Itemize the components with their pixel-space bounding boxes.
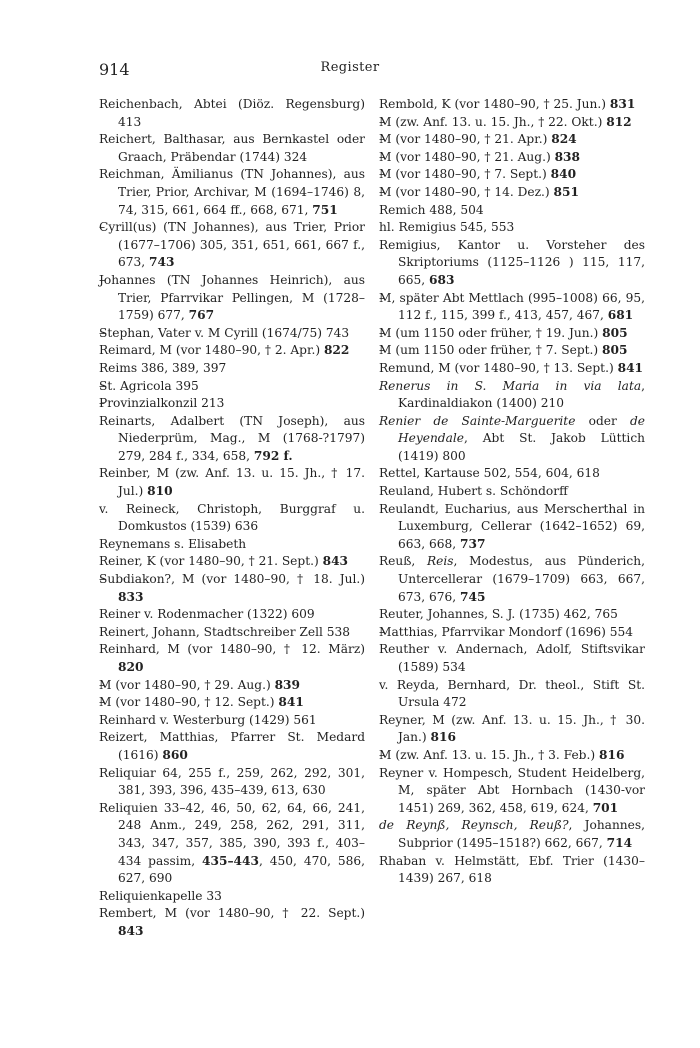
- index-entry: Reynemans s. Elisabeth: [99, 536, 247, 551]
- index-entry: Reuland, Hubert s. Schöndorff: [379, 484, 568, 499]
- index-entry: Reinhard v. Westerburg (1429) 561: [99, 712, 317, 727]
- index-subentry: – St. Agricola 395: [99, 378, 365, 396]
- index-subentry: – Matthias, Pfarrvikar Mondorf (1696) 554: [379, 624, 645, 642]
- index-entry: v. Reineck, Christoph, Burggraf u. Domkustos (1539) 636: [99, 501, 365, 534]
- index-entry: Renier de Sainte-Marguerite oder de Heyendale, Abt St. Jakob Lüttich (1419) 800: [379, 413, 645, 463]
- index-entry: Reuther v. Andernach, Adolf, Stiftsvikar (1589) 534: [379, 642, 645, 674]
- index-entry: Reulandt, Eucharius, aus Merscherthal in Luxemburg, Cellerar (1642–1652) 69, 663, 668, 737: [379, 501, 645, 551]
- index-subentry: – Cyrill(us) (TN Johannes), aus Trier, Prior (1677–1706) 305, 351, 651, 661, 667 f., 673, 743: [99, 219, 365, 272]
- index-entry: Rembold, K (vor 1480–90, † 25. Jun.) 831: [379, 97, 636, 111]
- index-entry: Reinarts, Adalbert (TN Joseph), aus Niederprüm, Mag., M (1768-?1797) 279, 284 f., 334, 658, 792 f.: [99, 413, 365, 463]
- index-entry: Reuß, Reis, Modestus, aus Pünderich, Untercellerar (1679–1709) 663, 667, 673, 676, 745: [379, 554, 645, 604]
- index-entry: Reichman, Ämilianus (TN Johannes), aus Trier, Prior, Archivar, M (1694–1746) 8, 74, 315, 661, 664 ff., 668, 671, 751: [99, 167, 365, 217]
- index-subentry: – M (vor 1480–90, † 14. Dez.) 851: [379, 184, 645, 202]
- index-entry: Rhaban v. Helmstätt, Ebf. Trier (1430–1439) 267, 618: [379, 853, 645, 886]
- index-subentry: – Johannes (TN Johannes Heinrich), aus Trier, Pfarrvikar Pellingen, M (1728–1759) 677, 767: [99, 272, 365, 325]
- index-entry: Reichenbach, Abtei (Diöz. Regensburg) 413: [99, 97, 365, 129]
- index-subentry: – M (zw. Anf. 13. u. 15. Jh., † 3. Feb.) 816: [379, 747, 645, 765]
- right-column: [379, 96, 645, 888]
- index-entry: Reinert, Johann, Stadtschreiber Zell 538: [99, 624, 351, 639]
- index-subentry: – M (um 1150 oder früher, † 19. Jun.) 805: [379, 325, 645, 343]
- index-entry: Reyner v. Hompesch, Student Heidelberg, M, später Abt Hornbach (1430-vor 1451) 269, 362, 458, 619, 624, 701: [379, 765, 645, 815]
- index-subentry: – Stephan, Vater v. M Cyrill (1674/75) 743: [99, 325, 365, 343]
- index-entry: Remigius, Kantor u. Vorsteher des Skriptoriums (1125–1126 ) 115, 117, 665, 683: [379, 237, 645, 287]
- index-subentry: – Subdiakon?, M (vor 1480–90, † 18. Jul.) 833: [99, 571, 365, 606]
- index-subentry: – M (vor 1480–90, † 12. Sept.) 841: [99, 694, 365, 712]
- index-entry: Reimard, M (vor 1480–90, † 2. Apr.) 822: [99, 343, 350, 358]
- index-entry: Renerus in S. Maria in via lata, Kardinaldiakon (1400) 210: [379, 378, 645, 411]
- index-entry: Remund, M (vor 1480–90, † 13. Sept.) 841: [379, 360, 644, 375]
- index-entry: v. Reyda, Bernhard, Dr. theol., Stift St. Ursula 472: [379, 677, 645, 710]
- index-entry: Reyner, M (zw. Anf. 13. u. 15. Jh., † 30. Jan.) 816: [379, 712, 645, 745]
- index-entry: de Reynß, Reynsch, Reuß?, Johannes, Subprior (1495–1518?) 662, 667, 714: [379, 818, 645, 850]
- index-subentry: – M (vor 1480–90, † 21. Apr.) 824: [379, 131, 645, 149]
- index-subentry: – M (zw. Anf. 13. u. 15. Jh., † 22. Okt.) 812: [379, 114, 645, 132]
- index-entry: Reliquien 33–42, 46, 50, 62, 64, 66, 241, 248 Anm., 249, 258, 262, 291, 311, 343, 347, 357, 385, 390, 393 f., 403–434 passim, 435–443, 450, 470, 586, 627, 690: [99, 800, 366, 886]
- index-entry: Reliquiar 64, 255 f., 259, 262, 292, 301, 381, 393, 396, 435–439, 613, 630: [99, 765, 365, 798]
- page-header: [0, 60, 700, 84]
- index-subentry: – M (vor 1480–90, † 21. Aug.) 838: [379, 149, 645, 167]
- index-entry: Reinhard, M (vor 1480–90, † 12. März) 820: [99, 642, 365, 674]
- index-subentry: – M (vor 1480–90, † 29. Aug.) 839: [99, 677, 365, 695]
- index-entry: Reims 386, 389, 397: [99, 360, 227, 375]
- index-entry: hl. Remigius 545, 553: [379, 220, 515, 235]
- index-entry: Reliquienkapelle 33: [99, 888, 222, 903]
- index-entry: Rettel, Kartause 502, 554, 604, 618: [379, 466, 600, 481]
- left-column: [99, 96, 365, 941]
- index-subentry: – M, später Abt Mettlach (995–1008) 66, 95, 112 f., 115, 399 f., 413, 457, 467, 681: [379, 290, 645, 325]
- index-entry: Reichert, Balthasar, aus Bernkastel oder Graach, Präbendar (1744) 324: [99, 132, 365, 164]
- index-subentry: – Provinzialkonzil 213: [99, 395, 365, 413]
- index-entry: Reizert, Matthias, Pfarrer St. Medard (1616) 860: [99, 730, 365, 762]
- index-entry: Rembert, M (vor 1480–90, † 22. Sept.) 843: [99, 906, 365, 938]
- index-entry: Remich 488, 504: [379, 202, 484, 217]
- index-entry: Reiner, K (vor 1480–90, † 21. Sept.) 843: [99, 554, 349, 569]
- index-entry: Reinber, M (zw. Anf. 13. u. 15. Jh., † 17. Jul.) 810: [99, 466, 365, 499]
- index-entry: Reiner v. Rodenmacher (1322) 609: [99, 607, 315, 622]
- index-entry: Reuter, Johannes, S. J. (1735) 462, 765: [379, 607, 618, 622]
- running-title: Register: [320, 60, 380, 75]
- index-subentry: – M (um 1150 oder früher, † 7. Sept.) 805: [379, 342, 645, 360]
- page-number: 914: [99, 60, 130, 79]
- index-subentry: – M (vor 1480–90, † 7. Sept.) 840: [379, 166, 645, 184]
